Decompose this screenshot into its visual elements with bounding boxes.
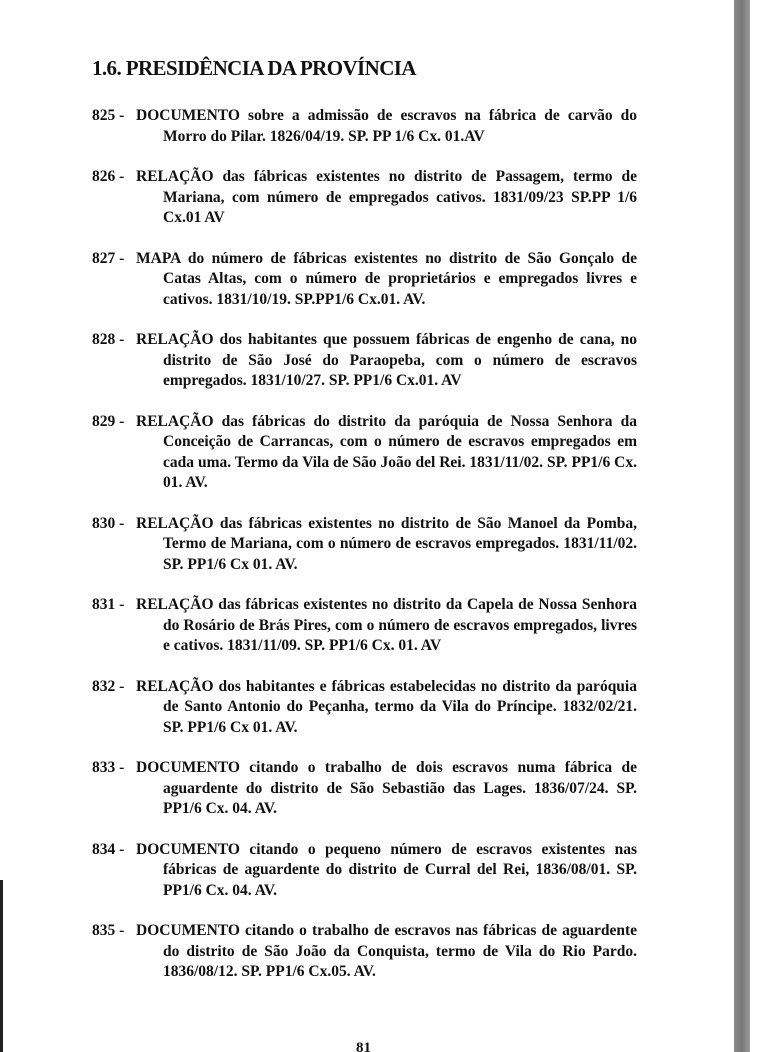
entry-text: RELAÇÃO das fábricas existentes no distrito da Capela de Nossa Senhora do Rosário de Brás Pires, com o número de escravos empregados, livres e cativos. 1831/11/09. SP. PP1/6 Cx. 01. AV: [136, 596, 637, 654]
entry-830: [92, 514, 637, 576]
entry-list: [92, 106, 637, 1003]
entry-835: [92, 921, 637, 983]
entry-number: 827 -: [92, 249, 125, 267]
entry-829: [92, 412, 637, 494]
entry-number: 834 -: [92, 840, 125, 858]
page-edge-shadow: [734, 0, 750, 1052]
entry-text: DOCUMENTO sobre a admissão de escravos na fábrica de carvão do Morro do Pilar. 1826/04/19. SP. PP 1/6 Cx. 01.AV: [136, 107, 637, 145]
entry-number: 829 -: [92, 412, 125, 430]
entry-number: 833 -: [92, 759, 125, 776]
entry-number: 830 -: [92, 514, 125, 532]
entry-text: RELAÇÃO dos habitantes e fábricas estabelecidas no distrito da paróquia de Santo Antonio do Peçanha, termo da Vila do Príncipe. 1832/02/21. SP. PP1/6 Cx 01. AV.: [136, 677, 637, 736]
entry-828: [92, 330, 637, 392]
entry-825: [92, 106, 637, 147]
entry-827: [92, 249, 637, 311]
entry-826: [92, 167, 637, 229]
entry-number: 828 -: [92, 331, 125, 348]
entry-834: [92, 840, 637, 902]
entry-text: DOCUMENTO citando o trabalho de escravos nas fábricas de aguardente do distrito de São João da Conquista, termo de Vila do Rio Pardo. 1836/08/12. SP. PP1/6 Cx.05. AV.: [136, 922, 637, 980]
entry-832: [92, 677, 637, 739]
entry-text: RELAÇÃO dos habitantes que possuem fábricas de engenho de cana, no distrito de São José do Paraopeba, com o número de escravos empregados. 1831/10/27. SP. PP1/6 Cx.01. AV: [136, 331, 637, 389]
entry-number: 831 -: [92, 596, 125, 613]
entry-833: [92, 758, 637, 820]
entry-number: 825 -: [92, 107, 125, 124]
entry-text: MAPA do número de fábricas existentes no distrito de São Gonçalo de Catas Altas, com o número de proprietários e empregados livres e cativos. 1831/10/19. SP.PP1/6 Cx.01. AV.: [136, 249, 637, 308]
entry-text: RELAÇÃO das fábricas existentes no distrito de São Manoel da Pomba, Termo de Mariana, com o número de escravos empregados. 1831/11/02. SP. PP1/6 Cx 01. AV.: [136, 514, 637, 573]
entry-number: 832 -: [92, 677, 125, 695]
margin: [750, 0, 775, 1052]
entry-text: RELAÇÃO das fábricas do distrito da paróquia de Nossa Senhora da Conceição de Carrancas, com o número de escravos empregados em cada uma. Termo da Vila de São João del Rei. 1831/11/02. SP. PP1/6 Cx. 01. AV.: [136, 412, 637, 491]
entry-text: RELAÇÃO das fábricas existentes no distrito de Passagem, termo de Mariana, com número de empregados cativos. 1831/09/23 SP.PP 1/6 Cx.01 AV: [136, 168, 637, 226]
page-edge-left: [0, 880, 3, 1052]
entry-text: DOCUMENTO citando o trabalho de dois escravos numa fábrica de aguardente do distrito de São Sebastião das Lages. 1836/07/24. SP. PP1/6 Cx. 04. AV.: [136, 759, 637, 817]
entry-831: [92, 595, 637, 657]
page-number: 81: [356, 1040, 371, 1052]
entry-text: DOCUMENTO citando o pequeno número de escravos existentes nas fábricas de aguardente do distrito de Curral del Rei, 1836/08/01. SP. PP1/6 Cx. 04. AV.: [136, 840, 637, 899]
section-title: 1.6. PRESIDÊNCIA DA PROVÍNCIA: [92, 56, 416, 80]
entry-number: 835 -: [92, 922, 125, 939]
entry-number: 826 -: [92, 168, 125, 185]
